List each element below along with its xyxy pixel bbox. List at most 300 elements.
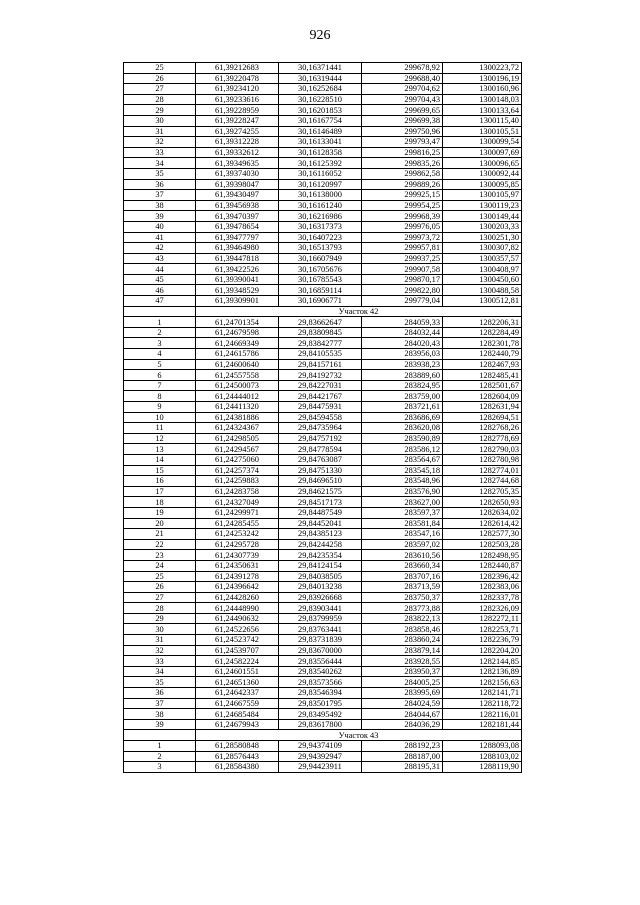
point-number-cell: 7 xyxy=(124,380,196,391)
latitude-cell: 61,39456938 xyxy=(196,200,279,211)
longitude-cell: 30,16128358 xyxy=(279,147,362,158)
y-coordinate-cell: 1300408,97 xyxy=(443,264,522,275)
x-coordinate-cell: 284024,59 xyxy=(362,698,443,709)
point-number-cell: 2 xyxy=(124,751,196,762)
table-row xyxy=(124,73,522,84)
longitude-cell: 29,94392947 xyxy=(279,751,362,762)
section-title: Участок 43 xyxy=(196,730,522,741)
y-coordinate-cell: 1282301,78 xyxy=(443,338,522,349)
y-coordinate-cell: 1282236,79 xyxy=(443,635,522,646)
longitude-cell: 29,84487549 xyxy=(279,507,362,518)
point-number-cell: 29 xyxy=(124,105,196,116)
y-coordinate-cell: 1300149,44 xyxy=(443,211,522,222)
longitude-cell: 29,83763441 xyxy=(279,624,362,635)
latitude-cell: 61,24324367 xyxy=(196,423,279,434)
latitude-cell: 61,39234120 xyxy=(196,84,279,95)
x-coordinate-cell: 284036,29 xyxy=(362,719,443,730)
x-coordinate-cell: 283581,84 xyxy=(362,518,443,529)
y-coordinate-cell: 1300203,33 xyxy=(443,221,522,232)
longitude-cell: 29,84227031 xyxy=(279,380,362,391)
latitude-cell: 61,24350631 xyxy=(196,560,279,571)
latitude-cell: 61,39390041 xyxy=(196,274,279,285)
table-row xyxy=(124,529,522,540)
latitude-cell: 61,24539707 xyxy=(196,645,279,656)
table-row xyxy=(124,709,522,720)
point-number-cell: 9 xyxy=(124,402,196,413)
x-coordinate-cell: 299699,38 xyxy=(362,115,443,126)
y-coordinate-cell: 1282181,44 xyxy=(443,719,522,730)
x-coordinate-cell: 283950,37 xyxy=(362,666,443,677)
latitude-cell: 61,24651360 xyxy=(196,677,279,688)
latitude-cell: 61,24448990 xyxy=(196,603,279,614)
point-number-cell: 34 xyxy=(124,158,196,169)
longitude-cell: 30,16146489 xyxy=(279,126,362,137)
y-coordinate-cell: 1282634,02 xyxy=(443,507,522,518)
latitude-cell: 61,24283758 xyxy=(196,486,279,497)
longitude-cell: 30,16138000 xyxy=(279,190,362,201)
longitude-cell: 29,83842777 xyxy=(279,338,362,349)
table-row xyxy=(124,507,522,518)
point-number-cell: 39 xyxy=(124,211,196,222)
x-coordinate-cell: 283858,46 xyxy=(362,624,443,635)
longitude-cell: 30,16513793 xyxy=(279,243,362,254)
latitude-cell: 61,24411320 xyxy=(196,402,279,413)
point-number-cell: 25 xyxy=(124,571,196,582)
table-row xyxy=(124,423,522,434)
latitude-cell: 61,24679943 xyxy=(196,719,279,730)
longitude-cell: 30,16859114 xyxy=(279,285,362,296)
longitude-cell: 29,83670000 xyxy=(279,645,362,656)
latitude-cell: 61,39430497 xyxy=(196,190,279,201)
point-number-cell: 37 xyxy=(124,698,196,709)
x-coordinate-cell: 283750,37 xyxy=(362,592,443,603)
table-row xyxy=(124,550,522,561)
latitude-cell: 61,24257374 xyxy=(196,465,279,476)
x-coordinate-cell: 283620,08 xyxy=(362,423,443,434)
point-number-cell: 47 xyxy=(124,296,196,307)
point-number-cell: 35 xyxy=(124,168,196,179)
longitude-cell: 29,83926668 xyxy=(279,592,362,603)
x-coordinate-cell: 299954,25 xyxy=(362,200,443,211)
y-coordinate-cell: 1282326,09 xyxy=(443,603,522,614)
table-row xyxy=(124,105,522,116)
table-row xyxy=(124,317,522,328)
longitude-cell: 30,16785543 xyxy=(279,274,362,285)
latitude-cell: 61,24490632 xyxy=(196,613,279,624)
table-row xyxy=(124,497,522,508)
coordinates-table xyxy=(123,62,522,773)
x-coordinate-cell: 299968,39 xyxy=(362,211,443,222)
point-number-cell: 25 xyxy=(124,63,196,74)
section-header-row xyxy=(124,730,522,741)
table-row xyxy=(124,179,522,190)
longitude-cell: 29,84244258 xyxy=(279,539,362,550)
latitude-cell: 61,24396642 xyxy=(196,582,279,593)
longitude-cell: 29,84517173 xyxy=(279,497,362,508)
y-coordinate-cell: 1282744,68 xyxy=(443,476,522,487)
y-coordinate-cell: 1282141,71 xyxy=(443,688,522,699)
x-coordinate-cell: 299793,47 xyxy=(362,137,443,148)
latitude-cell: 61,24444012 xyxy=(196,391,279,402)
point-number-cell: 5 xyxy=(124,359,196,370)
latitude-cell: 61,28584380 xyxy=(196,762,279,773)
table-row xyxy=(124,476,522,487)
point-number-cell: 8 xyxy=(124,391,196,402)
longitude-cell: 29,84124154 xyxy=(279,560,362,571)
point-number-cell: 38 xyxy=(124,200,196,211)
latitude-cell: 61,39422526 xyxy=(196,264,279,275)
point-number-cell: 44 xyxy=(124,264,196,275)
x-coordinate-cell: 283686,69 xyxy=(362,412,443,423)
y-coordinate-cell: 1282498,95 xyxy=(443,550,522,561)
latitude-cell: 61,24307739 xyxy=(196,550,279,561)
x-coordinate-cell: 283707,16 xyxy=(362,571,443,582)
section-header-row xyxy=(124,306,522,317)
point-number-cell: 15 xyxy=(124,465,196,476)
x-coordinate-cell: 283590,89 xyxy=(362,433,443,444)
table-row xyxy=(124,94,522,105)
y-coordinate-cell: 1300105,51 xyxy=(443,126,522,137)
table-row xyxy=(124,327,522,338)
latitude-cell: 61,24253242 xyxy=(196,529,279,540)
y-coordinate-cell: 1300357,57 xyxy=(443,253,522,264)
point-number-cell: 26 xyxy=(124,73,196,84)
point-number-cell: 32 xyxy=(124,137,196,148)
y-coordinate-cell: 1288103,02 xyxy=(443,751,522,762)
table-row xyxy=(124,147,522,158)
x-coordinate-cell: 283759,00 xyxy=(362,391,443,402)
latitude-cell: 61,24259883 xyxy=(196,476,279,487)
point-number-cell: 30 xyxy=(124,115,196,126)
y-coordinate-cell: 1282778,69 xyxy=(443,433,522,444)
x-coordinate-cell: 283548,96 xyxy=(362,476,443,487)
y-coordinate-cell: 1282768,26 xyxy=(443,423,522,434)
table-row xyxy=(124,63,522,74)
latitude-cell: 61,24615786 xyxy=(196,349,279,360)
table-row xyxy=(124,465,522,476)
y-coordinate-cell: 1282440,87 xyxy=(443,560,522,571)
point-number-cell: 24 xyxy=(124,560,196,571)
x-coordinate-cell: 299973,72 xyxy=(362,232,443,243)
y-coordinate-cell: 1282116,01 xyxy=(443,709,522,720)
latitude-cell: 61,39349635 xyxy=(196,158,279,169)
point-number-cell: 23 xyxy=(124,550,196,561)
y-coordinate-cell: 1300119,23 xyxy=(443,200,522,211)
point-number-cell: 33 xyxy=(124,656,196,667)
y-coordinate-cell: 1282774,01 xyxy=(443,465,522,476)
table-row xyxy=(124,264,522,275)
point-number-cell: 4 xyxy=(124,349,196,360)
latitude-cell: 61,39312228 xyxy=(196,137,279,148)
y-coordinate-cell: 1282204,20 xyxy=(443,645,522,656)
x-coordinate-cell: 283938,23 xyxy=(362,359,443,370)
table-row xyxy=(124,603,522,614)
latitude-cell: 61,24327049 xyxy=(196,497,279,508)
y-coordinate-cell: 1282284,49 xyxy=(443,327,522,338)
point-number-cell: 1 xyxy=(124,317,196,328)
x-coordinate-cell: 283547,16 xyxy=(362,529,443,540)
longitude-cell: 29,84157161 xyxy=(279,359,362,370)
x-coordinate-cell: 284020,43 xyxy=(362,338,443,349)
latitude-cell: 61,24391278 xyxy=(196,571,279,582)
x-coordinate-cell: 299704,43 xyxy=(362,94,443,105)
longitude-cell: 30,16161240 xyxy=(279,200,362,211)
latitude-cell: 61,39228959 xyxy=(196,105,279,116)
point-number-cell: 30 xyxy=(124,624,196,635)
longitude-cell: 30,16120997 xyxy=(279,179,362,190)
longitude-cell: 29,84778594 xyxy=(279,444,362,455)
latitude-cell: 61,39398047 xyxy=(196,179,279,190)
y-coordinate-cell: 1300099,54 xyxy=(443,137,522,148)
latitude-cell: 61,24285455 xyxy=(196,518,279,529)
x-coordinate-cell: 299816,25 xyxy=(362,147,443,158)
y-coordinate-cell: 1282118,72 xyxy=(443,698,522,709)
x-coordinate-cell: 284059,33 xyxy=(362,317,443,328)
longitude-cell: 29,83540262 xyxy=(279,666,362,677)
table-row xyxy=(124,698,522,709)
table-row xyxy=(124,190,522,201)
x-coordinate-cell: 299835,26 xyxy=(362,158,443,169)
latitude-cell: 61,39228247 xyxy=(196,115,279,126)
table-row xyxy=(124,359,522,370)
table-row xyxy=(124,571,522,582)
latitude-cell: 61,24295728 xyxy=(196,539,279,550)
latitude-cell: 61,39309901 xyxy=(196,296,279,307)
longitude-cell: 29,84735964 xyxy=(279,423,362,434)
table-row xyxy=(124,635,522,646)
table-row xyxy=(124,84,522,95)
point-number-cell: 31 xyxy=(124,635,196,646)
table-row xyxy=(124,274,522,285)
point-number-cell: 36 xyxy=(124,688,196,699)
table-row xyxy=(124,666,522,677)
longitude-cell: 29,83809845 xyxy=(279,327,362,338)
latitude-cell: 61,24600640 xyxy=(196,359,279,370)
x-coordinate-cell: 299750,96 xyxy=(362,126,443,137)
y-coordinate-cell: 1282396,42 xyxy=(443,571,522,582)
x-coordinate-cell: 283928,55 xyxy=(362,656,443,667)
section-blank-cell xyxy=(124,306,196,317)
x-coordinate-cell: 299937,25 xyxy=(362,253,443,264)
point-number-cell: 16 xyxy=(124,476,196,487)
longitude-cell: 29,94423911 xyxy=(279,762,362,773)
table-row xyxy=(124,762,522,773)
table-row xyxy=(124,168,522,179)
x-coordinate-cell: 288187,00 xyxy=(362,751,443,762)
table-row xyxy=(124,137,522,148)
x-coordinate-cell: 283576,90 xyxy=(362,486,443,497)
point-number-cell: 36 xyxy=(124,179,196,190)
y-coordinate-cell: 1282144,85 xyxy=(443,656,522,667)
y-coordinate-cell: 1300450,60 xyxy=(443,274,522,285)
latitude-cell: 61,39464980 xyxy=(196,243,279,254)
longitude-cell: 30,16216986 xyxy=(279,211,362,222)
table-row xyxy=(124,677,522,688)
x-coordinate-cell: 283597,37 xyxy=(362,507,443,518)
x-coordinate-cell: 299704,62 xyxy=(362,84,443,95)
y-coordinate-cell: 1282136,89 xyxy=(443,666,522,677)
x-coordinate-cell: 283610,56 xyxy=(362,550,443,561)
point-number-cell: 28 xyxy=(124,603,196,614)
longitude-cell: 29,83662647 xyxy=(279,317,362,328)
point-number-cell: 10 xyxy=(124,412,196,423)
latitude-cell: 61,24428260 xyxy=(196,592,279,603)
longitude-cell: 29,83617800 xyxy=(279,719,362,730)
x-coordinate-cell: 288195,31 xyxy=(362,762,443,773)
y-coordinate-cell: 1300488,58 xyxy=(443,285,522,296)
point-number-cell: 27 xyxy=(124,592,196,603)
longitude-cell: 30,16116052 xyxy=(279,168,362,179)
longitude-cell: 30,16317373 xyxy=(279,221,362,232)
longitude-cell: 30,16906771 xyxy=(279,296,362,307)
table-row xyxy=(124,592,522,603)
y-coordinate-cell: 1282206,31 xyxy=(443,317,522,328)
y-coordinate-cell: 1300096,65 xyxy=(443,158,522,169)
table-row xyxy=(124,613,522,624)
x-coordinate-cell: 283660,34 xyxy=(362,560,443,571)
latitude-cell: 61,24275060 xyxy=(196,454,279,465)
latitude-cell: 61,24381886 xyxy=(196,412,279,423)
longitude-cell: 30,16252684 xyxy=(279,84,362,95)
table-row xyxy=(124,115,522,126)
longitude-cell: 30,16705676 xyxy=(279,264,362,275)
y-coordinate-cell: 1282467,93 xyxy=(443,359,522,370)
table-row xyxy=(124,253,522,264)
latitude-cell: 61,39478654 xyxy=(196,221,279,232)
longitude-cell: 29,84696510 xyxy=(279,476,362,487)
y-coordinate-cell: 1300105,97 xyxy=(443,190,522,201)
x-coordinate-cell: 283860,24 xyxy=(362,635,443,646)
section-title: Участок 42 xyxy=(196,306,522,317)
point-number-cell: 14 xyxy=(124,454,196,465)
longitude-cell: 29,84192732 xyxy=(279,370,362,381)
point-number-cell: 42 xyxy=(124,243,196,254)
point-number-cell: 32 xyxy=(124,645,196,656)
point-number-cell: 18 xyxy=(124,497,196,508)
table-row xyxy=(124,221,522,232)
x-coordinate-cell: 283956,03 xyxy=(362,349,443,360)
x-coordinate-cell: 299699,65 xyxy=(362,105,443,116)
latitude-cell: 61,24601551 xyxy=(196,666,279,677)
point-number-cell: 20 xyxy=(124,518,196,529)
y-coordinate-cell: 1282577,30 xyxy=(443,529,522,540)
point-number-cell: 37 xyxy=(124,190,196,201)
point-number-cell: 40 xyxy=(124,221,196,232)
y-coordinate-cell: 1300512,81 xyxy=(443,296,522,307)
latitude-cell: 61,39348529 xyxy=(196,285,279,296)
longitude-cell: 29,84452041 xyxy=(279,518,362,529)
x-coordinate-cell: 299822,80 xyxy=(362,285,443,296)
longitude-cell: 29,84421767 xyxy=(279,391,362,402)
x-coordinate-cell: 283889,60 xyxy=(362,370,443,381)
table-row xyxy=(124,200,522,211)
y-coordinate-cell: 1300097,69 xyxy=(443,147,522,158)
table-row xyxy=(124,232,522,243)
x-coordinate-cell: 283995,69 xyxy=(362,688,443,699)
table-row xyxy=(124,624,522,635)
x-coordinate-cell: 283773,88 xyxy=(362,603,443,614)
point-number-cell: 11 xyxy=(124,423,196,434)
section-blank-cell xyxy=(124,730,196,741)
latitude-cell: 61,39447818 xyxy=(196,253,279,264)
longitude-cell: 30,16133041 xyxy=(279,137,362,148)
x-coordinate-cell: 283586,12 xyxy=(362,444,443,455)
point-number-cell: 28 xyxy=(124,94,196,105)
point-number-cell: 27 xyxy=(124,84,196,95)
table-row xyxy=(124,211,522,222)
x-coordinate-cell: 299870,17 xyxy=(362,274,443,285)
x-coordinate-cell: 283545,18 xyxy=(362,465,443,476)
point-number-cell: 3 xyxy=(124,338,196,349)
longitude-cell: 29,83573566 xyxy=(279,677,362,688)
longitude-cell: 30,16167754 xyxy=(279,115,362,126)
point-number-cell: 38 xyxy=(124,709,196,720)
y-coordinate-cell: 1282694,51 xyxy=(443,412,522,423)
y-coordinate-cell: 1282790,03 xyxy=(443,444,522,455)
table-row xyxy=(124,582,522,593)
longitude-cell: 29,83731839 xyxy=(279,635,362,646)
point-number-cell: 29 xyxy=(124,613,196,624)
latitude-cell: 61,24669349 xyxy=(196,338,279,349)
y-coordinate-cell: 1300160,96 xyxy=(443,84,522,95)
longitude-cell: 29,84013238 xyxy=(279,582,362,593)
y-coordinate-cell: 1282614,42 xyxy=(443,518,522,529)
x-coordinate-cell: 299678,92 xyxy=(362,63,443,74)
latitude-cell: 61,39332612 xyxy=(196,147,279,158)
x-coordinate-cell: 283627,00 xyxy=(362,497,443,508)
y-coordinate-cell: 1282253,71 xyxy=(443,624,522,635)
table-row xyxy=(124,486,522,497)
table-row xyxy=(124,688,522,699)
table-row xyxy=(124,296,522,307)
point-number-cell: 43 xyxy=(124,253,196,264)
table-row xyxy=(124,454,522,465)
y-coordinate-cell: 1288119,90 xyxy=(443,762,522,773)
point-number-cell: 13 xyxy=(124,444,196,455)
table-row xyxy=(124,391,522,402)
x-coordinate-cell: 299907,58 xyxy=(362,264,443,275)
page-number: 926 xyxy=(309,28,331,43)
table-row xyxy=(124,741,522,752)
latitude-cell: 61,39470397 xyxy=(196,211,279,222)
point-number-cell: 12 xyxy=(124,433,196,444)
y-coordinate-cell: 1300115,40 xyxy=(443,115,522,126)
longitude-cell: 29,83546394 xyxy=(279,688,362,699)
point-number-cell: 19 xyxy=(124,507,196,518)
y-coordinate-cell: 1300148,03 xyxy=(443,94,522,105)
y-coordinate-cell: 1282631,94 xyxy=(443,402,522,413)
point-number-cell: 41 xyxy=(124,232,196,243)
table-row xyxy=(124,751,522,762)
longitude-cell: 29,84763087 xyxy=(279,454,362,465)
longitude-cell: 29,94374109 xyxy=(279,741,362,752)
latitude-cell: 61,24522656 xyxy=(196,624,279,635)
point-number-cell: 17 xyxy=(124,486,196,497)
x-coordinate-cell: 283597,02 xyxy=(362,539,443,550)
longitude-cell: 29,84385123 xyxy=(279,529,362,540)
point-number-cell: 45 xyxy=(124,274,196,285)
y-coordinate-cell: 1282780,98 xyxy=(443,454,522,465)
table-row xyxy=(124,338,522,349)
latitude-cell: 61,24500073 xyxy=(196,380,279,391)
latitude-cell: 61,24557558 xyxy=(196,370,279,381)
y-coordinate-cell: 1282485,41 xyxy=(443,370,522,381)
y-coordinate-cell: 1300092,44 xyxy=(443,168,522,179)
longitude-cell: 29,84757192 xyxy=(279,433,362,444)
longitude-cell: 29,84621575 xyxy=(279,486,362,497)
point-number-cell: 33 xyxy=(124,147,196,158)
latitude-cell: 61,39212683 xyxy=(196,63,279,74)
